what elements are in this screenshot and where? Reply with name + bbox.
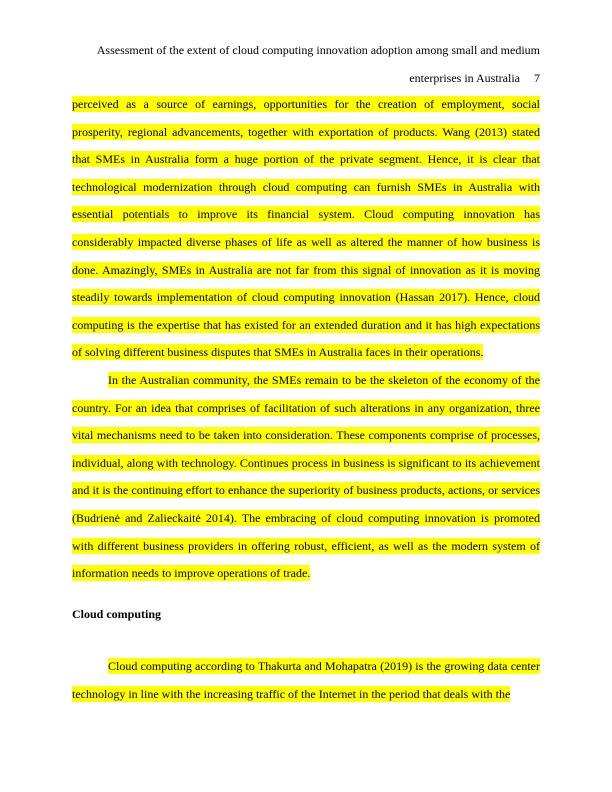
header-title-line2: enterprises in Australia (409, 71, 520, 85)
document-body (72, 91, 540, 708)
header-title-line2-wrap (70, 64, 540, 92)
page-number: 7 (534, 71, 540, 85)
section-heading: Cloud computing (72, 606, 162, 621)
paragraph (72, 367, 540, 588)
header-title-line1: Assessment of the extent of cloud computing innovation adoption among small and medium (96, 43, 540, 57)
paragraph-continued (72, 91, 540, 367)
highlighted-text: In the Australian community, the SMEs remain to be the skeleton of the economy of the country. For an idea that comprises of facilitation of such alterations in any organization, three vital mechanisms need to be taken into consideration. These components comprise of processes, individual, along with technology. Continues process in business is significant to its achievement and it is the continuing effort to enhance the superiority of business products, actions, or services (Budrienė and Zalieckaitė 2014). The embracing of cloud computing innovation is promoted with different business providers in offering robust, efficient, as well as the modern system of information needs to improve operations of trade. (72, 372, 540, 581)
highlighted-text: perceived as a source of earnings, opportunities for the creation of employment, social prosperity, regional advancements, together with exportation of products. Wang (2013) stated that SMEs in Australia form a huge portion of the private segment. Hence, it is clear that technological modernization through cloud computing can furnish SMEs in Australia with essential potentials to improve its financial system. Cloud computing innovation has considerably impacted diverse phases of life as well as altered the manner of how business is done. Amazingly, SMEs in Australia are not far from this signal of innovation as it is moving steadily towards implementation of cloud computing innovation (Hassan 2017). Hence, cloud computing is the expertise that has existed for an extended duration and it has high expectations of solving different business disputes that SMEs in Australia faces in their operations. (72, 97, 540, 360)
spacer (72, 641, 540, 653)
highlighted-text: Cloud computing according to Thakurta and Mohapatra (2019) is the growing data center technology in line with the increasing traffic of the Internet in the period that deals with the (72, 659, 540, 701)
running-header (70, 36, 540, 92)
section-paragraph (72, 653, 540, 708)
